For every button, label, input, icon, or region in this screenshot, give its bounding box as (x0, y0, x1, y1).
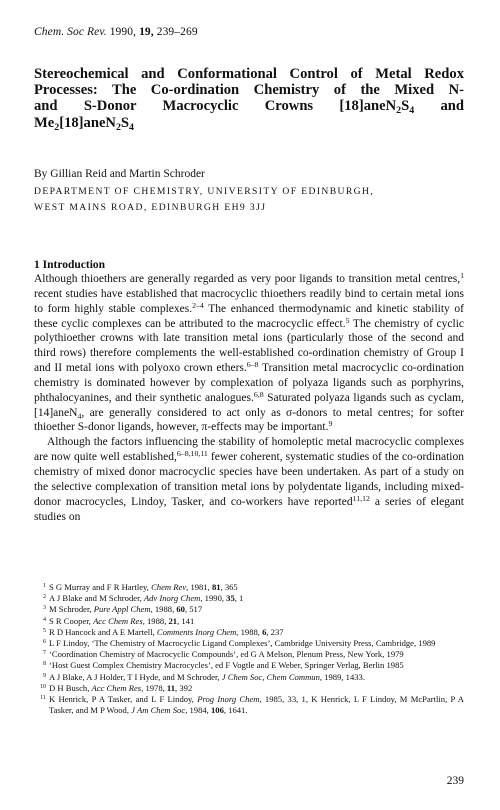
reference-item: 10 D H Busch, Acc Chem Res, 1978, 11, 392 (40, 682, 193, 693)
journal-volume: 19, (139, 26, 154, 38)
reference-item: 2 A J Blake and M Schroder, Adv Inorg Chem, 1990, 35, 1 (43, 593, 244, 604)
affiliation-line-1: DEPARTMENT OF CHEMISTRY, UNIVERSITY OF EDINBURGH, (34, 186, 375, 197)
journal-citation (34, 26, 198, 38)
title-line-4: $Me_2[18]aneN_2S_4$ (34, 114, 134, 133)
paper-title (34, 66, 464, 131)
reference-item: 8 ‘Host Guest Complex Chemistry Macrocycles’, ed F Vogtle and E Weber, Springer Verlag, Berlin 1985 (43, 660, 404, 671)
affiliation-line-2: WEST MAINS ROAD, EDINBURGH EH9 3JJ (34, 202, 267, 213)
reference-item: 3 M Schroder, Pure Appl Chem, 1988, 60, 517 (43, 604, 203, 615)
reference-item: 5 R D Hancock and A E Martell, Comments Inorg Chem, 1988, 6, 237 (43, 626, 284, 637)
journal-pages: 239–269 (156, 26, 198, 38)
page-number: 239 (446, 775, 464, 787)
title-line-2: Processes: The Co-ordination Chemistry of the Mixed N- (34, 82, 464, 99)
section-heading: 1 Introduction (34, 259, 106, 271)
journal-year: 1990, (109, 26, 137, 38)
title-line-1: Stereochemical and Conformational Control of Metal Redox (34, 66, 464, 82)
paragraph-2: Although the factors influencing the stability of homoleptic metal macrocyclic complexes are now quite well established,$^{6-8,10,11}$ fewer coherent, systematic studies of the co-ordination chemistry of mixed donor macrocyclic species have been undertaken. As part of a study on the selective complexation of transition metal ions by polydentate ligands, including mixed-donor macrocycles, Lindoy, Tasker, and co-workers have reported$^{11,12}$ a series of elegant studies on (34, 436, 464, 523)
reference-item: 7 ‘Coordination Chemistry of Macrocyclic Compounds’, ed G A Melson, Plenum Press, New York, 1979 (43, 649, 404, 660)
reference-item: 4 S R Cooper, Acc Chem Res, 1988, 21, 141 (43, 615, 195, 626)
references-list (34, 582, 464, 716)
title-line-3: and S-Donor Macrocyclic Crowns $[18]aneN_2S_4$ and (34, 98, 464, 117)
paragraph-1: Although thioethers are generally regarded as very poor ligands to transition metal centres,$^1$ recent studies have established that macrocyclic thioethers readily bind to certain metal ions to form highly stable complexes.$^{2-4}$ The enhanced thermodynamic and kinetic stability of these cyclic complexes can be attributed to the macrocyclic effect.$^5$ The chemistry of cyclic polythioether crowns with late transition metal ions (particularly those of the second and third rows) therefore complements the well-established co-ordination chemistry of Group I and II metal ions with polyoxo crown ethers.$^{6-8}$ Transition metal macrocyclic co-ordination chemistry is dominated however by complexation of polyaza ligands such as porphyrins, phthalocyanines, and their synthetic analogues.$^{6,8}$ Saturated polyaza ligands such as cyclam, [14]aneN$_4$, are generally considered to act only as σ-donors to metal centres; for softer thioether S-donor ligands, however, π-effects may be important.$^9$ (34, 271, 464, 434)
reference-item: 1 S G Murray and F R Hartley, Chem Rev, 1981, 81, 365 (43, 582, 238, 592)
journal-name: Chem. Soc Rev. (34, 26, 107, 38)
body-text (34, 272, 464, 524)
authors: By Gillian Reid and Martin Schroder (34, 168, 205, 180)
reference-item: 11 K Henrick, P A Tasker, and L F Lindoy, Prog Inorg Chem, 1985, 33, 1, K Henrick, L F Lindoy, M McPartlin, P A Tasker, and M P Wood, J Am Chem Soc, 1984, 106, 1641. (40, 694, 464, 716)
reference-item: 6 L F Lindoy, ‘The Chemistry of Macrocyclic Ligand Complexes’, Cambridge University Press, Cambridge, 1989 (43, 638, 436, 649)
reference-item: 9 A J Blake, A J Holder, T I Hyde, and M Schroder, J Chem Soc, Chem Commun, 1989, 1433. (43, 671, 365, 682)
